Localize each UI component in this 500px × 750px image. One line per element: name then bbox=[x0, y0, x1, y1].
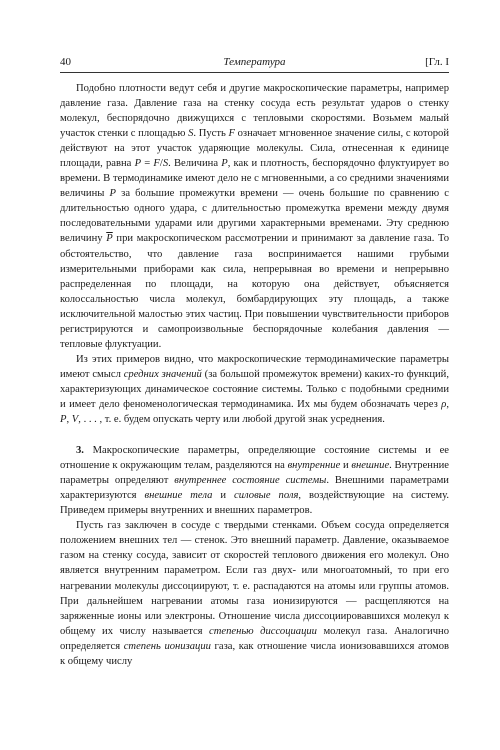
italic-term: P bbox=[221, 158, 228, 170]
italic-term: ρ bbox=[441, 398, 447, 410]
text-run: при макроскопическом рассмотрении и принимают за давление газа. То обстоятельство, что давление газа воспринимается нашими грубыми измерительными приборами как сила, непрерывная во времени и непрерывно распределенная по площади, на которую она действует, объясняется колоссальностью числа молекул, бомбардирующих эту площадь, а также исключительной малостью этих частиц. При повышении чувствительности приборов регистрируются и самопроизвольные беспорядочные колебания давления — тепловые флуктуации. bbox=[60, 233, 449, 350]
italic-term: степень ионизации bbox=[123, 640, 211, 652]
book-page bbox=[60, 54, 449, 669]
section-gap bbox=[60, 427, 449, 443]
italic-term: P bbox=[109, 188, 116, 200]
italic-term: F bbox=[153, 158, 160, 170]
text-run: , как и плотность, беспорядочно флуктуирует во времени. В термодинамике имеют дело не с мгновенными, а со средними значениями величины bbox=[60, 158, 450, 200]
italic-term: внутренние bbox=[287, 460, 341, 472]
text-run: Из этих примеров видно, что макроскопические термодинамические параметры имеют смысл bbox=[60, 353, 449, 380]
text-run: Подобно плотности ведут себя и другие макроскопические параметры, например давление газа. Давление газа на стенку сосуда есть результат ударов о стенку молекул, беспорядочно движущихся с тепловыми скоростями. Возьмем малый участок стенки с площадью bbox=[60, 83, 449, 140]
italic-term: P bbox=[134, 158, 142, 170]
text-run: , воздействующие на систему. Приведем примеры внутренних и внешних параметров. bbox=[60, 490, 450, 517]
paragraph-pressure bbox=[60, 81, 449, 352]
italic-term: S bbox=[188, 128, 194, 140]
italic-term: средних значений bbox=[123, 368, 202, 380]
italic-term: P bbox=[60, 414, 67, 426]
text-run: Пусть газ заключен в сосуде с твердыми стенками. Объем сосуда определяется положением внешних тел — стенок. Это внешний параметр. Давление, оказываемое газом на стенку сосуда, зависит от скоростей теплового движения его молекул. Оно является внутренним параметром. Если газ двух- или многоатомный, то при его нагревании молекулы диссоциируют, т. е. распадаются на атомы или группы атомов. При дальнейшем нагревании атомы газа ионизируются — расщепляются на заряженные ионы или электроны. Отношение числа диссоциировавшихся молекул к общему их числу называется bbox=[60, 520, 449, 637]
text-run: / bbox=[159, 158, 163, 170]
italic-term: внутреннее состояние системы bbox=[174, 475, 327, 487]
section-number: 3. bbox=[76, 445, 84, 457]
text-run: , bbox=[66, 414, 72, 426]
text-run: = bbox=[141, 158, 154, 170]
italic-term: силовые поля bbox=[234, 490, 299, 502]
running-head bbox=[60, 54, 449, 72]
italic-term: $\overline{P}$ bbox=[106, 233, 113, 245]
text-run: за большие промежутки времени — очень большие по сравнению с длительностью одного удара, с длительностью промежутка времени между двумя последовательными ударами или другими характерными временами. Эту среднюю величину bbox=[60, 188, 449, 245]
text-run: и bbox=[212, 490, 235, 502]
italic-term: внешние тела bbox=[144, 490, 213, 502]
text-run: (за большой промежуток времени) каких-то функций, характеризующих динамическое состояние системы. Только с подобными средними и имеет дело феноменологическая термодинамика. Их мы будем обозначать через bbox=[60, 368, 449, 410]
page-number: 40 bbox=[60, 56, 71, 68]
running-title: Температура bbox=[223, 56, 286, 68]
paragraph-averages bbox=[60, 352, 449, 427]
italic-term: F bbox=[228, 128, 235, 140]
text-run: , . . . , т. е. будем опускать черту или любой другой знак усреднения. bbox=[78, 414, 385, 426]
paragraph-gas-example bbox=[60, 518, 449, 668]
text-run: . Внешними параметрами характеризуются bbox=[60, 475, 449, 502]
italic-term: внешние bbox=[351, 460, 390, 472]
text-run: . Величина bbox=[168, 158, 222, 170]
header-rule bbox=[60, 72, 449, 73]
italic-term: V bbox=[71, 414, 79, 426]
italic-term: степенью диссоциации bbox=[209, 625, 317, 637]
text-run: означает мгновенное значение силы, с которой действуют на этот участок ударяющие молекулы. Сила, отнесенная к единице площади, равна bbox=[60, 128, 450, 170]
text-run: молекул газа. Аналогично определяется bbox=[60, 625, 449, 652]
text-run: . Пусть bbox=[193, 128, 229, 140]
italic-term: S bbox=[162, 158, 169, 170]
chapter-marker: [Гл. I bbox=[425, 56, 449, 68]
paragraph-section-3 bbox=[60, 443, 449, 518]
text-run: . Внутренние параметры определяют bbox=[60, 460, 450, 487]
text-run: Макроскопические параметры, определяющие состояние системы и ее отношение к окружающим телам, разделяются на bbox=[60, 445, 449, 472]
text-run: , bbox=[446, 398, 449, 410]
text-run: и bbox=[340, 460, 352, 472]
text-run: газа, как отношение числа ионизовавшихся атомов к общему числу bbox=[60, 640, 449, 667]
